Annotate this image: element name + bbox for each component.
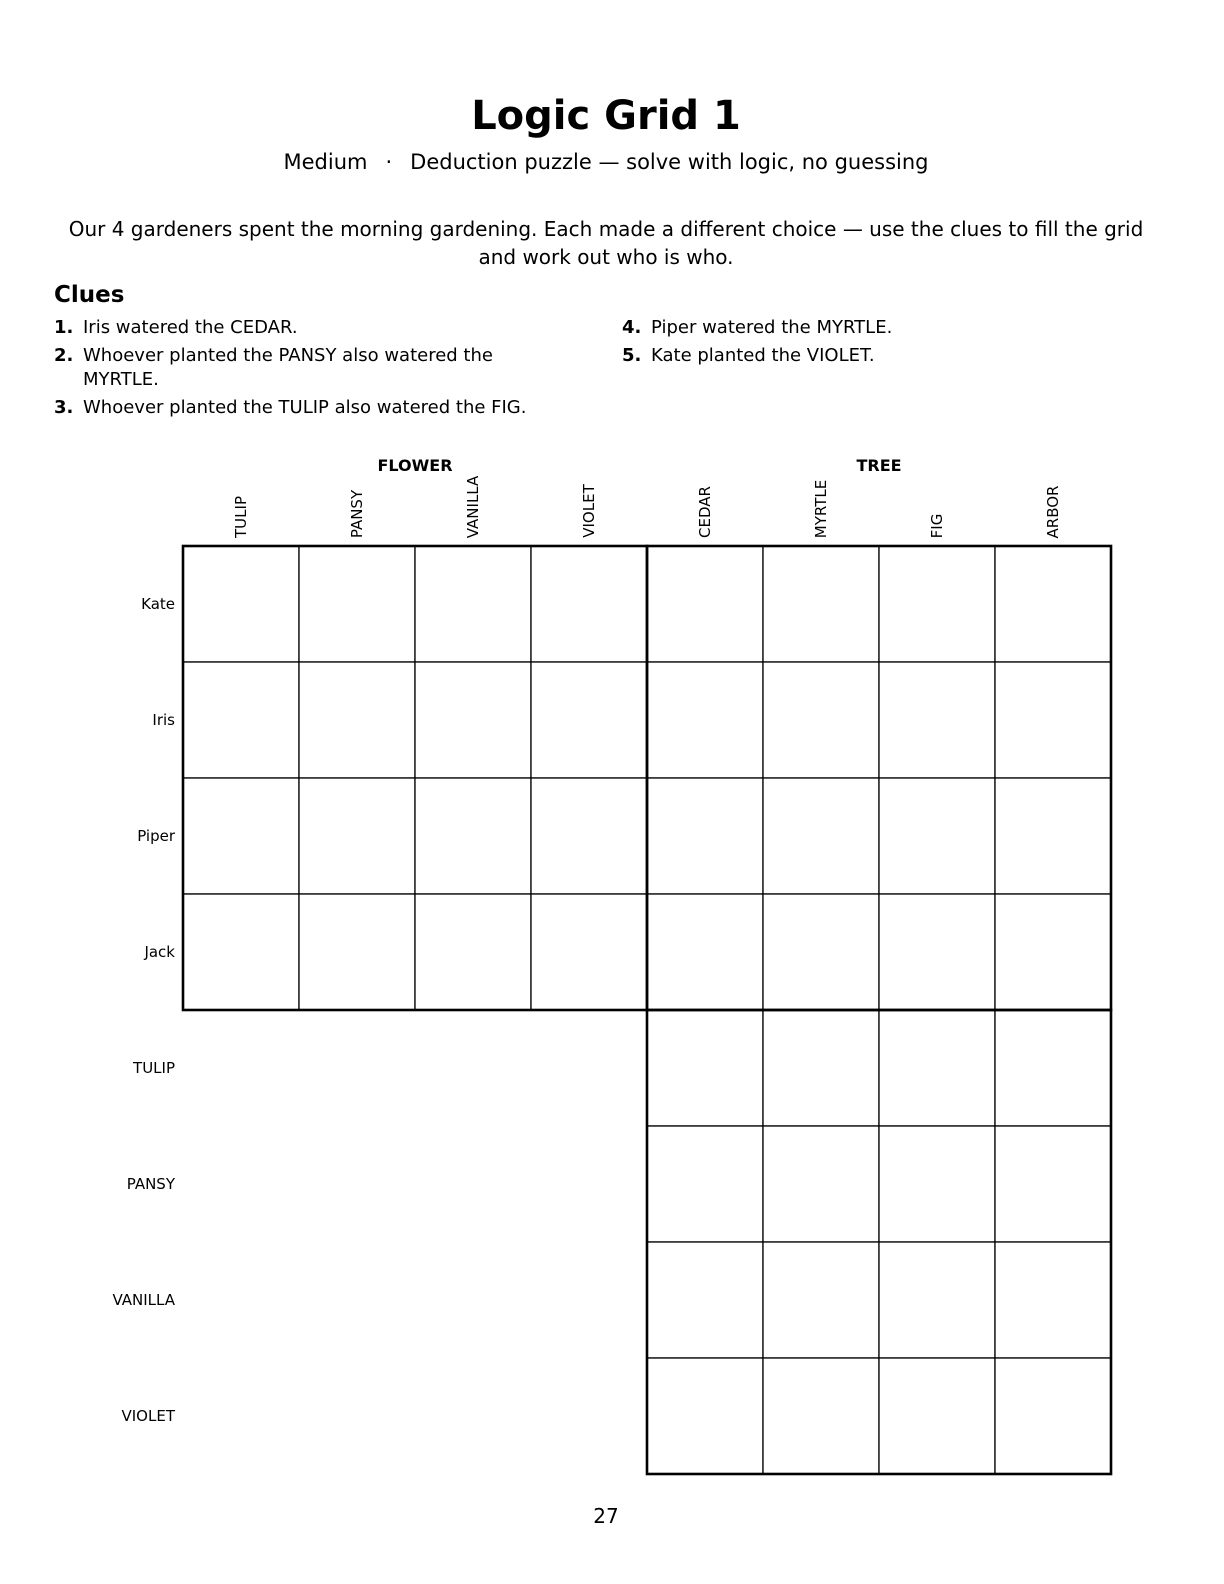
grid-cell[interactable] [299,778,415,894]
row-label-tulip: TULIP [133,1059,175,1077]
grid-cell[interactable] [879,1242,995,1358]
row-label-jack: Jack [144,943,175,961]
grid-cell[interactable] [995,546,1111,662]
grid-cell[interactable] [415,662,531,778]
category-tree-header: TREE [856,456,902,475]
grid-cell[interactable] [995,662,1111,778]
category-flower-header: FLOWER [377,456,453,475]
column-label-cedar: CEDAR [696,486,714,538]
grid-cell[interactable] [183,546,299,662]
grid-cell[interactable] [183,662,299,778]
grid-cell[interactable] [763,1242,879,1358]
grid-cell[interactable] [763,662,879,778]
clues-heading: Clues [54,282,125,308]
grid-cell[interactable] [995,1242,1111,1358]
grid-cell[interactable] [879,546,995,662]
column-label-myrtle: MYRTLE [812,479,830,539]
row-label-kate: Kate [141,595,175,613]
clue-number: 3. [54,397,74,418]
grid-cell[interactable] [763,1010,879,1126]
grid-cell[interactable] [647,1242,763,1358]
column-label-tulip: TULIP [232,496,250,538]
clue-text: Kate planted the VIOLET. [651,345,875,366]
column-label-arbor: ARBOR [1044,485,1062,538]
grid-cell[interactable] [299,546,415,662]
row-label-vanilla: VANILLA [112,1291,175,1309]
clue-text: Piper watered the MYRTLE. [651,317,893,338]
clue-number: 4. [622,317,642,338]
grid-cell[interactable] [995,894,1111,1010]
row-label-violet: VIOLET [121,1407,175,1425]
puzzle-description: Deduction puzzle — solve with logic, no guessing [410,150,929,174]
row-label-pansy: PANSY [126,1175,175,1193]
intro-text: Our 4 gardeners spent the morning gardening. Each made a different choice — use the clues to fill the grid and work out who is who. [68,217,1144,269]
difficulty-label: Medium [283,150,368,174]
grid-cell[interactable] [995,1010,1111,1126]
grid-cell[interactable] [763,894,879,1010]
row-label-iris: Iris [152,711,175,729]
grid-cell[interactable] [879,894,995,1010]
clue-number: 2. [54,345,74,366]
grid-cell[interactable] [879,778,995,894]
column-label-pansy: PANSY [348,489,366,539]
grid-cell[interactable] [415,778,531,894]
grid-cell[interactable] [879,1358,995,1474]
grid-cell[interactable] [763,546,879,662]
grid-cell[interactable] [415,546,531,662]
clue-number: 1. [54,317,74,338]
grid-cell[interactable] [647,662,763,778]
grid-cell[interactable] [647,1126,763,1242]
grid-cell[interactable] [647,894,763,1010]
separator-dot: · [385,150,393,174]
grid-cell[interactable] [531,894,647,1010]
column-label-fig: FIG [928,513,946,538]
grid-cell[interactable] [299,662,415,778]
grid-cell[interactable] [995,1126,1111,1242]
grid-cell[interactable] [879,1010,995,1126]
page-title: Logic Grid 1 [471,93,741,139]
clue-text: Iris watered the CEDAR. [83,317,298,338]
grid-cell[interactable] [299,894,415,1010]
grid-cell[interactable] [763,1358,879,1474]
grid-cell[interactable] [415,894,531,1010]
column-label-vanilla: VANILLA [464,475,482,538]
grid-cell[interactable] [531,778,647,894]
grid-cell[interactable] [183,778,299,894]
grid-cell[interactable] [879,1126,995,1242]
grid-cell[interactable] [995,778,1111,894]
grid-cell[interactable] [531,662,647,778]
grid-cell[interactable] [995,1358,1111,1474]
grid-cell[interactable] [647,546,763,662]
grid-cell[interactable] [647,1358,763,1474]
grid-cell[interactable] [531,546,647,662]
clue-number: 5. [622,345,642,366]
grid-cell[interactable] [183,894,299,1010]
grid-cell[interactable] [647,1010,763,1126]
grid-cell[interactable] [763,778,879,894]
grid-cell[interactable] [879,662,995,778]
column-label-violet: VIOLET [580,484,598,538]
grid-cell[interactable] [763,1126,879,1242]
clue-text: Whoever planted the TULIP also watered the FIG. [83,397,527,418]
page-number: 27 [593,1504,619,1528]
clue-text: Whoever planted the PANSY also watered the MYRTLE. [83,345,493,390]
row-label-piper: Piper [137,827,175,845]
grid-cell[interactable] [647,778,763,894]
